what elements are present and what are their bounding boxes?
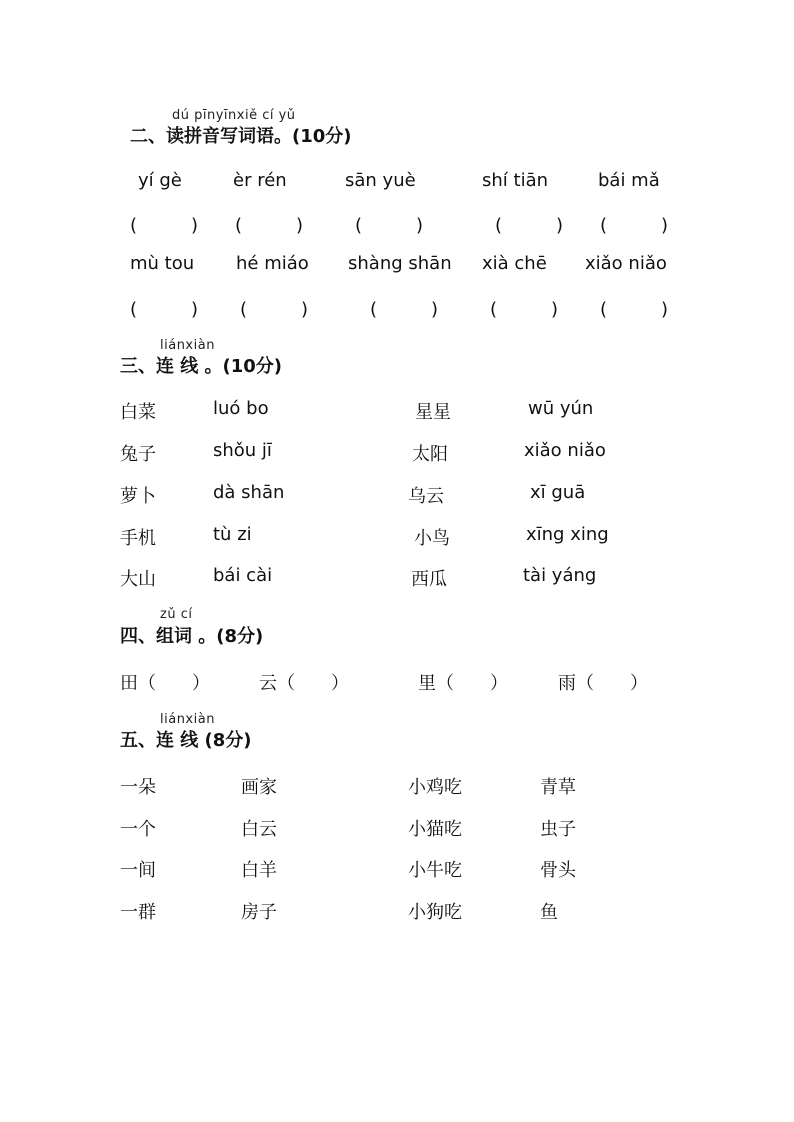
match-pinyin: xī guā xyxy=(530,482,586,503)
match-word: 青草 xyxy=(540,777,576,798)
match-word: 星星 xyxy=(415,402,451,423)
pinyin-item: mù tou xyxy=(130,253,195,274)
match-pinyin: tài yáng xyxy=(523,565,597,586)
answer-blank[interactable]: ( ) xyxy=(600,299,669,320)
match-word: 小猫吃 xyxy=(408,819,462,840)
match-word: 萝卜 xyxy=(120,486,156,507)
pinyin-item: xiǎo niǎo xyxy=(585,253,667,274)
answer-blank[interactable]: ( ) xyxy=(600,215,669,236)
word-group-item[interactable]: 里（ ） xyxy=(418,673,508,694)
word-group-item[interactable]: 云（ ） xyxy=(259,673,349,694)
answer-blank[interactable]: ( ) xyxy=(370,299,439,320)
section2-heading: 二、读拼音写词语。(10分) xyxy=(130,126,352,147)
match-word: 画家 xyxy=(241,777,277,798)
match-word: 一群 xyxy=(120,902,156,923)
match-word: 小鸡吃 xyxy=(408,777,462,798)
answer-blank[interactable]: ( ) xyxy=(130,299,199,320)
section4-ruby: zǔ cí xyxy=(160,607,193,622)
match-word: 太阳 xyxy=(412,444,448,465)
match-word: 西瓜 xyxy=(411,569,447,590)
section3-heading: 三、连 线 。(10分) xyxy=(120,356,283,377)
match-word: 鱼 xyxy=(540,902,558,923)
pinyin-item: shàng shān xyxy=(348,253,452,274)
section3-ruby: liánxiàn xyxy=(160,338,215,353)
pinyin-item: xià chē xyxy=(482,253,547,274)
section4-heading: 四、组词 。(8分) xyxy=(120,626,264,647)
match-pinyin: bái cài xyxy=(213,565,273,586)
section5-ruby: liánxiàn xyxy=(160,712,215,727)
answer-blank[interactable]: ( ) xyxy=(495,215,564,236)
match-word: 一朵 xyxy=(120,777,156,798)
pinyin-item: yí gè xyxy=(138,170,182,191)
pinyin-item: bái mǎ xyxy=(598,170,660,191)
match-word: 乌云 xyxy=(408,486,444,507)
pinyin-item: shí tiān xyxy=(482,170,549,191)
match-pinyin: luó bo xyxy=(213,398,269,419)
match-word: 白云 xyxy=(241,819,277,840)
answer-blank[interactable]: ( ) xyxy=(130,215,199,236)
section5-heading: 五、连 线 (8分) xyxy=(120,730,252,751)
answer-blank[interactable]: ( ) xyxy=(235,215,304,236)
match-pinyin: xiǎo niǎo xyxy=(524,440,606,461)
match-word: 一个 xyxy=(120,819,156,840)
match-pinyin: wū yún xyxy=(528,398,594,419)
answer-blank[interactable]: ( ) xyxy=(240,299,309,320)
word-group-item[interactable]: 田（ ） xyxy=(120,673,210,694)
pinyin-item: hé miáo xyxy=(236,253,309,274)
pinyin-item: èr rén xyxy=(233,170,287,191)
answer-blank[interactable]: ( ) xyxy=(355,215,424,236)
match-pinyin: shǒu jī xyxy=(213,440,272,461)
match-word: 虫子 xyxy=(540,819,576,840)
match-word: 白菜 xyxy=(120,402,156,423)
section2-ruby: dú pīnyīnxiě cí yǔ xyxy=(172,108,296,123)
match-word: 房子 xyxy=(241,902,277,923)
answer-blank[interactable]: ( ) xyxy=(490,299,559,320)
match-word: 小牛吃 xyxy=(408,860,462,881)
match-word: 白羊 xyxy=(241,860,277,881)
match-word: 大山 xyxy=(120,569,156,590)
word-group-item[interactable]: 雨（ ） xyxy=(558,673,648,694)
match-word: 小狗吃 xyxy=(408,902,462,923)
match-word: 小鸟 xyxy=(414,528,450,549)
match-word: 一间 xyxy=(120,860,156,881)
match-word: 手机 xyxy=(120,528,156,549)
pinyin-item: sān yuè xyxy=(345,170,416,191)
match-pinyin: tù zi xyxy=(213,524,252,545)
match-pinyin: dà shān xyxy=(213,482,285,503)
match-pinyin: xīng xing xyxy=(526,524,609,545)
match-word: 骨头 xyxy=(540,860,576,881)
match-word: 兔子 xyxy=(120,444,156,465)
